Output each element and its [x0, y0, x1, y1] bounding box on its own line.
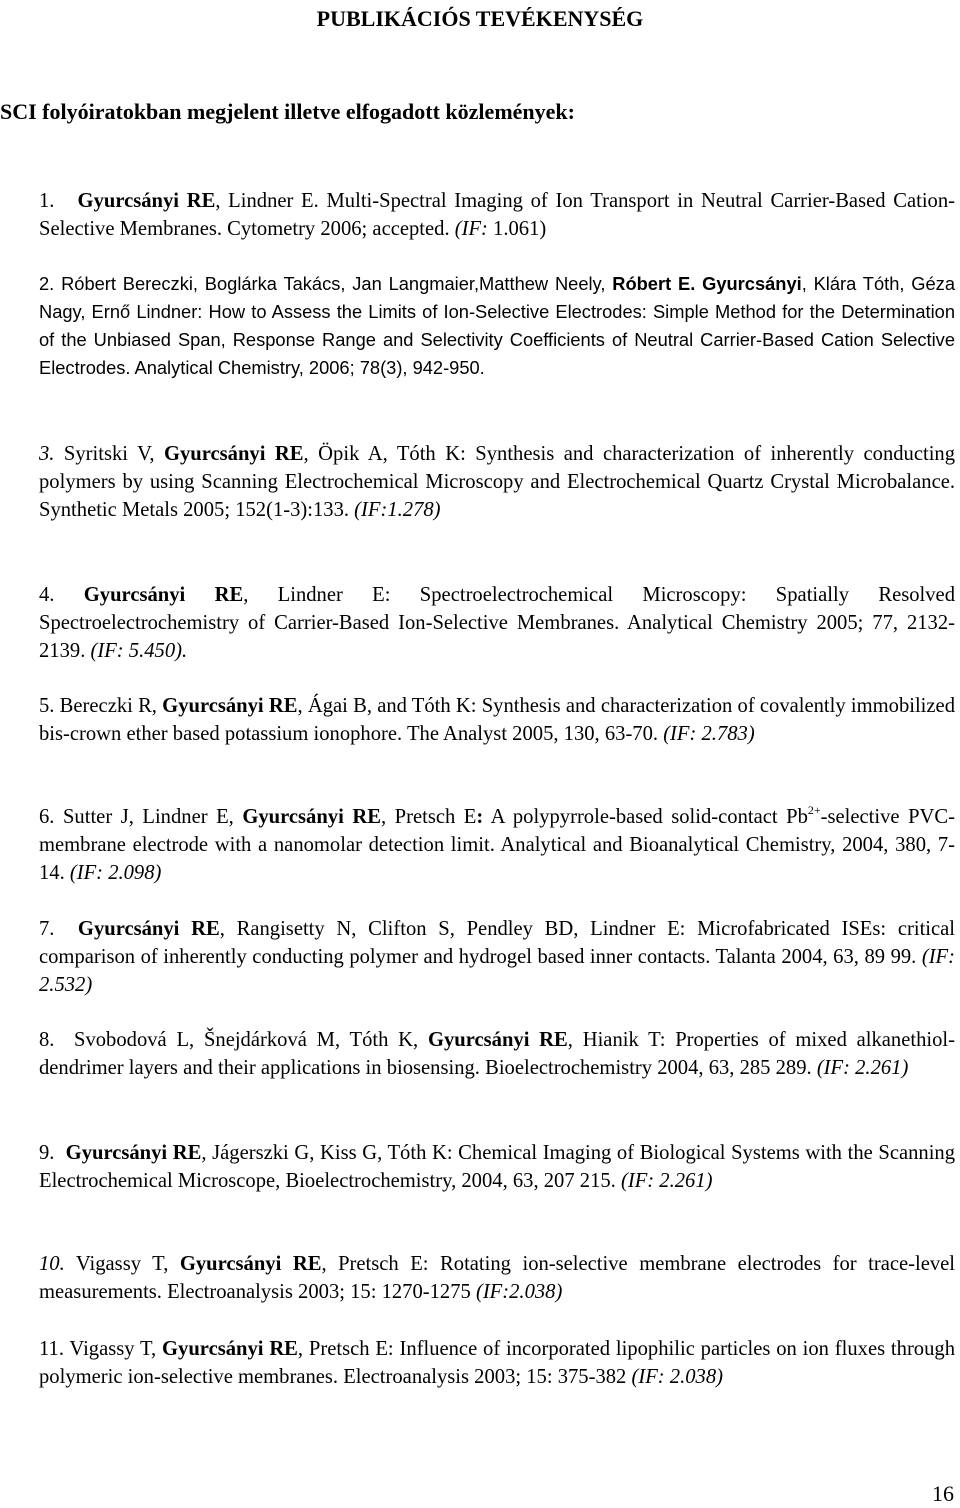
impact-factor: (IF: 2.098)	[69, 862, 162, 884]
page-title: PUBLIKÁCIÓS TEVÉKENYSÉG	[316, 6, 644, 31]
publication-entry-5	[39, 692, 955, 748]
impact-factor: (IF: 2.783)	[663, 723, 755, 745]
publication-entry-8	[39, 1026, 955, 1082]
publication-entry-6	[39, 803, 955, 887]
publication-entry-1	[39, 187, 955, 243]
entry-number: 6.	[39, 806, 55, 828]
entry-text: , Lindner E: Spectroelectrochemical Microscopy: Spatially Resolved Spectroelectrochemistry of Carrier-Based Ion-Selective Membranes. Analytical Chemistry 2005; 77, 2132-2139.	[39, 584, 955, 662]
impact-factor-label: (IF:	[454, 218, 488, 240]
publication-entry-10	[39, 1250, 955, 1306]
highlighted-author: Gyurcsányi RE	[77, 918, 220, 940]
entry-text: , Pretsch E: Rotating ion-selective membrane electrodes for trace-level measurements. Electroanalysis 2003; 15: 1270-1275	[39, 1253, 955, 1303]
entry-text-continued: -selective PVC-membrane electrode with a nanomolar detection limit. Analytical and Bioanalytical Chemistry, 2004, 380, 7-14.	[39, 806, 956, 884]
entry-authors-continued: , Pretsch E	[380, 806, 477, 828]
entry-text: , Hianik T: Properties of mixed alkanethiol-dendrimer layers and their applications in biosensing. Bioelectrochemistry 2004, 63, 285 289.	[39, 1029, 955, 1079]
entry-authors: Sutter J, Lindner E,	[54, 806, 243, 828]
entry-number: 5.	[39, 695, 55, 717]
entry-number: 11.	[39, 1338, 64, 1360]
colon: :	[476, 806, 484, 828]
section-heading: SCI folyóiratokban megjelent illetve elfogadott közlemények:	[0, 99, 575, 124]
entry-text: , Klára Tóth, Géza Nagy, Ernő Lindner: How to Assess the Limits of Ion-Selective Electrodes: Simple Method for the Determination of the Unbiased Span, Response Range and Selectivity Coefficients of Neutral Carrier-Based Cation Selective Electrodes. Analytical Chemistry, 2006; 78(3), 942-950.	[39, 273, 955, 378]
entry-number: 3.	[39, 443, 55, 465]
entry-number: 4.	[39, 584, 55, 606]
publication-entry-4	[39, 581, 955, 665]
entry-authors: Vigassy T,	[64, 1253, 180, 1275]
entry-text: , Öpik A, Tóth K: Synthesis and characterization of inherently conducting polymers by using Scanning Electrochemical Microscopy and Electrochemical Quartz Crystal Microbalance. Synthetic Metals 2005; 152(1-3):133.	[39, 443, 956, 521]
highlighted-author: Gyurcsányi RE	[65, 1142, 202, 1164]
highlighted-author: Gyurcsányi RE	[242, 806, 381, 828]
entry-authors: Róbert Bereczki, Boglárka Takács, Jan Langmaier,Matthew Neely,	[54, 273, 613, 294]
entry-number: 2.	[39, 273, 55, 294]
entry-text: , Jágerszki G, Kiss G, Tóth K: Chemical Imaging of Biological Systems with the Scanning Electrochemical Microscope, Bioelectrochemistry, 2004, 63, 207 215.	[39, 1142, 956, 1192]
highlighted-author: Gyurcsányi RE	[83, 584, 244, 606]
publication-entry-9	[39, 1139, 955, 1195]
highlighted-author: Gyurcsányi RE	[427, 1029, 568, 1051]
entry-number: 10.	[39, 1253, 65, 1275]
highlighted-author: Róbert E. Gyurcsányi	[612, 273, 802, 294]
impact-factor: (IF:2.038)	[475, 1281, 563, 1303]
publication-entry-11	[39, 1335, 955, 1391]
entry-authors: Svobodová L, Šnejdárková M, Tóth K,	[64, 1029, 428, 1051]
entry-number: 1.	[39, 190, 55, 212]
impact-factor: (IF: 2.532)	[39, 946, 955, 996]
entry-number: 7.	[39, 918, 55, 940]
impact-factor: (IF: 2.261)	[620, 1170, 713, 1192]
highlighted-author: Gyurcsányi RE	[77, 190, 216, 212]
entry-text: , Lindner E. Multi-Spectral Imaging of Ion Transport in Neutral Carrier-Based Cation-Selective Membranes. Cytometry 2006; accepted.	[39, 190, 955, 240]
entry-authors: Vigassy T,	[63, 1338, 163, 1360]
highlighted-author: Gyurcsányi RE	[179, 1253, 322, 1275]
entry-authors: Bereczki R,	[54, 695, 163, 717]
entry-number: 8.	[39, 1029, 55, 1051]
publication-entry-7	[39, 915, 955, 999]
highlighted-author: Gyurcsányi RE	[162, 1338, 298, 1360]
entry-text: , Ágai B, and Tóth K: Synthesis and characterization of covalently immobilized bis-crown ether based potassium ionophore. The Analyst 2005, 130, 63-70.	[39, 695, 955, 745]
highlighted-author: Gyurcsányi RE	[163, 443, 304, 465]
entry-text: A polypyrrole-based solid-contact Pb	[483, 806, 808, 828]
highlighted-author: Gyurcsányi RE	[162, 695, 298, 717]
entry-text: , Rangisetty N, Clifton S, Pendley BD, Lindner E: Microfabricated ISEs: critical comparison of inherently conducting polymer and hydrogel based inner contacts. Talanta 2004, 63, 89 99.	[39, 918, 956, 968]
superscript: 2+	[807, 803, 821, 817]
publication-entry-2	[39, 270, 955, 382]
entry-text: , Pretsch E: Influence of incorporated lipophilic particles on ion fluxes through polymeric ion-selective membranes. Electroanalysis 2003; 15: 375-382	[39, 1338, 955, 1388]
impact-factor: (IF: 2.261)	[816, 1057, 909, 1079]
impact-factor: (IF: 2.038)	[631, 1366, 723, 1388]
page-number: 16	[932, 1481, 954, 1506]
impact-factor-value: 1.061)	[487, 218, 547, 240]
entry-authors: Syritski V,	[54, 443, 164, 465]
publication-entry-3	[39, 440, 955, 524]
impact-factor: (IF:1.278)	[354, 499, 441, 521]
entry-number: 9.	[39, 1142, 55, 1164]
impact-factor: (IF: 5.450).	[90, 640, 188, 662]
